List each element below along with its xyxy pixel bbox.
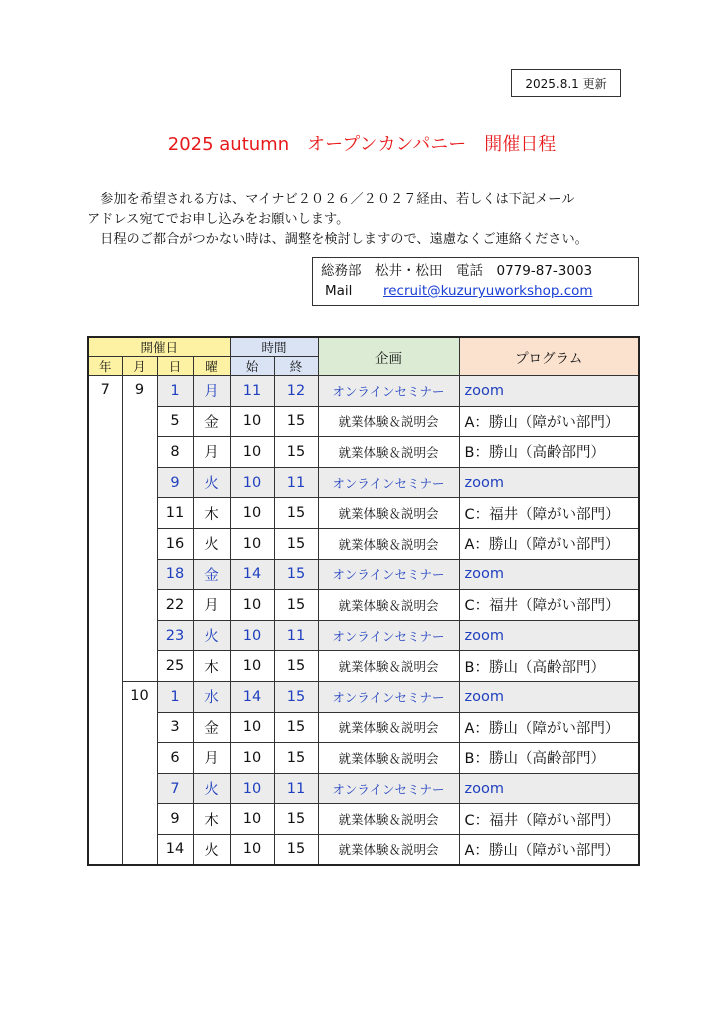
- event-cell: オンラインセミナー: [318, 620, 459, 651]
- end-cell: 15: [274, 651, 318, 682]
- event-cell: 就業体験＆説明会: [318, 712, 459, 743]
- day-cell: 22: [157, 590, 193, 621]
- weekday-cell: 火: [193, 834, 230, 865]
- program-cell: B：勝山（高齢部門）: [459, 651, 639, 682]
- start-cell: 10: [230, 773, 274, 804]
- event-cell: 就業体験＆説明会: [318, 834, 459, 865]
- program-cell: C：福井（障がい部門）: [459, 804, 639, 835]
- intro-line: 日程のご都合がつかない時は、調整を検討しますので、遠慮なくご連絡ください。: [87, 232, 588, 247]
- header-month: 月: [122, 357, 157, 376]
- day-cell: 6: [157, 743, 193, 774]
- end-cell: 15: [274, 590, 318, 621]
- start-cell: 10: [230, 498, 274, 529]
- day-cell: 5: [157, 406, 193, 437]
- weekday-cell: 火: [193, 773, 230, 804]
- program-cell: B：勝山（高齢部門）: [459, 743, 639, 774]
- program-cell: A：勝山（障がい部門）: [459, 834, 639, 865]
- end-cell: 15: [274, 681, 318, 712]
- table-row: [88, 406, 639, 437]
- page-title: 2025 autumn オープンカンパニー 開催日程: [167, 134, 557, 155]
- start-cell: 10: [230, 834, 274, 865]
- event-cell: オンラインセミナー: [318, 773, 459, 804]
- program-cell: C：福井（障がい部門）: [459, 498, 639, 529]
- day-cell: 14: [157, 834, 193, 865]
- day-cell: 8: [157, 437, 193, 468]
- end-cell: 15: [274, 498, 318, 529]
- day-cell: 18: [157, 559, 193, 590]
- table-row: [88, 712, 639, 743]
- year-cell: 7: [88, 376, 122, 866]
- day-cell: 1: [157, 681, 193, 712]
- end-cell: 15: [274, 712, 318, 743]
- event-cell: オンラインセミナー: [318, 376, 459, 407]
- start-cell: 10: [230, 804, 274, 835]
- table-row: [88, 773, 639, 804]
- weekday-cell: 火: [193, 467, 230, 498]
- weekday-cell: 金: [193, 406, 230, 437]
- event-cell: 就業体験＆説明会: [318, 528, 459, 559]
- table-row: [88, 498, 639, 529]
- header-day: 日: [157, 357, 193, 376]
- end-cell: 15: [274, 528, 318, 559]
- intro-text: [87, 190, 647, 250]
- schedule-table: [87, 336, 640, 866]
- program-cell: zoom: [459, 773, 639, 804]
- start-cell: 10: [230, 437, 274, 468]
- program-cell: zoom: [459, 681, 639, 712]
- weekday-cell: 火: [193, 620, 230, 651]
- weekday-cell: 木: [193, 651, 230, 682]
- day-cell: 1: [157, 376, 193, 407]
- weekday-cell: 月: [193, 590, 230, 621]
- end-cell: 15: [274, 743, 318, 774]
- end-cell: 15: [274, 804, 318, 835]
- day-cell: 23: [157, 620, 193, 651]
- program-cell: zoom: [459, 376, 639, 407]
- day-cell: 7: [157, 773, 193, 804]
- weekday-cell: 木: [193, 804, 230, 835]
- start-cell: 10: [230, 651, 274, 682]
- table-row: [88, 834, 639, 865]
- day-cell: 9: [157, 804, 193, 835]
- mail-link[interactable]: recruit@kuzuryuworkshop.com: [383, 283, 593, 299]
- program-cell: zoom: [459, 467, 639, 498]
- intro-line: アドレス宛てでお申し込みをお願いします。: [87, 212, 350, 227]
- event-cell: オンラインセミナー: [318, 681, 459, 712]
- table-row: [88, 528, 639, 559]
- start-cell: 11: [230, 376, 274, 407]
- day-cell: 9: [157, 467, 193, 498]
- update-date-box: [511, 69, 621, 97]
- header-start: 始: [230, 357, 274, 376]
- header-date: 開催日: [88, 337, 230, 357]
- table-row: [88, 376, 639, 407]
- start-cell: 10: [230, 467, 274, 498]
- table-row: [88, 743, 639, 774]
- table-row: [88, 620, 639, 651]
- event-cell: 就業体験＆説明会: [318, 590, 459, 621]
- start-cell: 10: [230, 406, 274, 437]
- start-cell: 10: [230, 712, 274, 743]
- weekday-cell: 水: [193, 681, 230, 712]
- day-cell: 11: [157, 498, 193, 529]
- end-cell: 11: [274, 620, 318, 651]
- program-cell: C：福井（障がい部門）: [459, 590, 639, 621]
- end-cell: 11: [274, 773, 318, 804]
- start-cell: 10: [230, 620, 274, 651]
- weekday-cell: 金: [193, 712, 230, 743]
- contact-box: [312, 257, 639, 306]
- contact-phone: 総務部 松井・松田 電話 0779-87-3003: [321, 263, 593, 279]
- end-cell: 15: [274, 437, 318, 468]
- weekday-cell: 火: [193, 528, 230, 559]
- day-cell: 3: [157, 712, 193, 743]
- table-row: [88, 681, 639, 712]
- month-cell: 9: [122, 376, 157, 682]
- event-cell: 就業体験＆説明会: [318, 804, 459, 835]
- mail-label: Mail: [325, 283, 353, 299]
- month-cell: 10: [122, 681, 157, 865]
- table-row: [88, 590, 639, 621]
- end-cell: 15: [274, 834, 318, 865]
- program-cell: A：勝山（障がい部門）: [459, 528, 639, 559]
- program-cell: A：勝山（障がい部門）: [459, 712, 639, 743]
- header-time: 時間: [230, 337, 318, 357]
- program-cell: A：勝山（障がい部門）: [459, 406, 639, 437]
- header-year: 年: [88, 357, 122, 376]
- day-cell: 25: [157, 651, 193, 682]
- end-cell: 12: [274, 376, 318, 407]
- start-cell: 14: [230, 681, 274, 712]
- start-cell: 10: [230, 590, 274, 621]
- end-cell: 11: [274, 467, 318, 498]
- table-row: [88, 651, 639, 682]
- program-cell: B：勝山（高齢部門）: [459, 437, 639, 468]
- header-event: 企画: [318, 337, 459, 376]
- start-cell: 10: [230, 528, 274, 559]
- table-row: [88, 467, 639, 498]
- program-cell: zoom: [459, 559, 639, 590]
- header-end: 終: [274, 357, 318, 376]
- event-cell: オンラインセミナー: [318, 559, 459, 590]
- day-cell: 16: [157, 528, 193, 559]
- event-cell: 就業体験＆説明会: [318, 498, 459, 529]
- start-cell: 10: [230, 743, 274, 774]
- start-cell: 14: [230, 559, 274, 590]
- weekday-cell: 月: [193, 376, 230, 407]
- table-row: [88, 437, 639, 468]
- table-row: [88, 559, 639, 590]
- weekday-cell: 月: [193, 743, 230, 774]
- program-cell: zoom: [459, 620, 639, 651]
- weekday-cell: 月: [193, 437, 230, 468]
- event-cell: 就業体験＆説明会: [318, 743, 459, 774]
- header-program: プログラム: [459, 337, 639, 376]
- weekday-cell: 金: [193, 559, 230, 590]
- event-cell: 就業体験＆説明会: [318, 651, 459, 682]
- table-row: [88, 804, 639, 835]
- end-cell: 15: [274, 559, 318, 590]
- update-date: 2025.8.1 更新: [525, 76, 607, 91]
- header-weekday: 曜: [193, 357, 230, 376]
- event-cell: 就業体験＆説明会: [318, 437, 459, 468]
- event-cell: 就業体験＆説明会: [318, 406, 459, 437]
- intro-line: 参加を希望される方は、マイナビ２０２６／２０２７経由、若しくは下記メール: [87, 192, 575, 207]
- weekday-cell: 木: [193, 498, 230, 529]
- event-cell: オンラインセミナー: [318, 467, 459, 498]
- end-cell: 15: [274, 406, 318, 437]
